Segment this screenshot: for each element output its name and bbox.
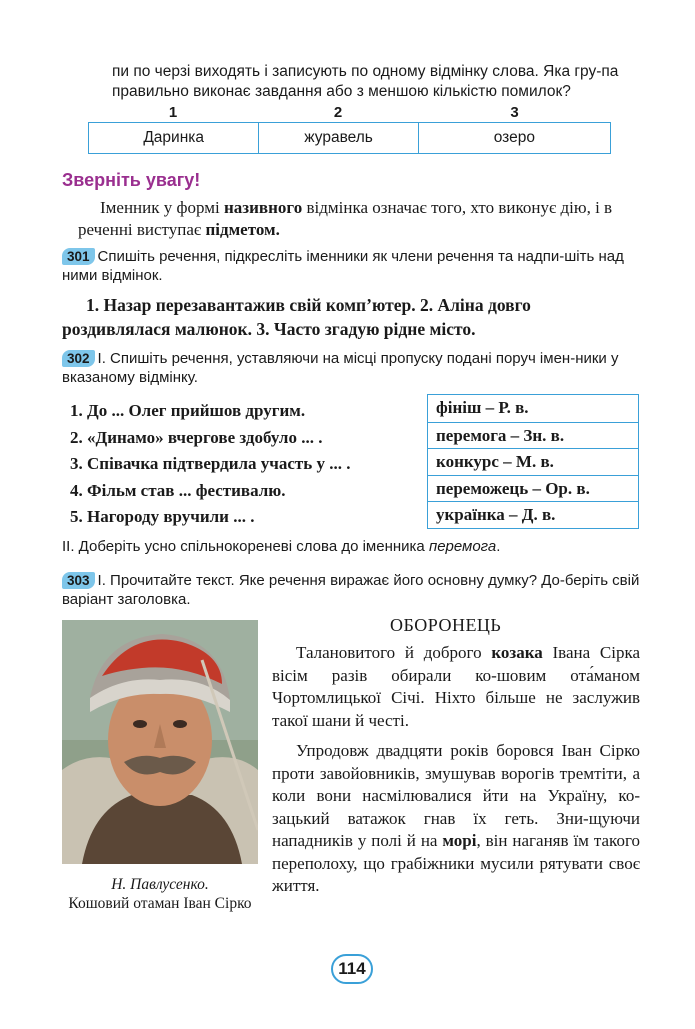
group-header-3: 3 bbox=[510, 104, 519, 121]
exercise-301-instruction: Спишіть речення, підкресліть іменники як члени речення та надпи-шіть над ними відмінок. bbox=[62, 248, 624, 284]
case-cell: перемога – Зн. в. bbox=[428, 422, 638, 449]
exercise-301-text bbox=[62, 293, 642, 341]
group-header-2: 2 bbox=[333, 104, 343, 121]
story-paragraph-2 bbox=[272, 740, 640, 898]
sentence-item: 4. Фільм став ... фестивалю. bbox=[70, 480, 286, 500]
task2-suffix: . bbox=[496, 538, 501, 555]
story-title: ОБОРОНЕЦЬ bbox=[390, 615, 502, 635]
task2-prefix: ІІ. Доберіть усно спільнокореневі слова до іменника bbox=[62, 538, 429, 555]
case-table bbox=[427, 394, 639, 529]
p1-part-a: Талановитого й доброго bbox=[296, 643, 492, 662]
rule-text-1: Іменник у формі bbox=[100, 198, 225, 217]
case-cell: конкурс – М. в. bbox=[428, 448, 638, 475]
exercise-301-badge: 301 bbox=[62, 248, 95, 265]
case-cell: фініш – Р. в. bbox=[436, 398, 529, 417]
story-text bbox=[272, 642, 640, 898]
p2-part-c: , він наганяв їм такого переполоху, що грабіжники мусили рятувати своє життя. bbox=[272, 831, 640, 895]
attention-heading: Зверніть увагу! bbox=[62, 170, 201, 190]
exercise-301-sentences: 1. Назар перезавантажив свій комп’ютер. 2. Аліна довго роздивлялася малюнок. 3. Часто згадую рідне місто. bbox=[62, 295, 531, 339]
story-paragraph-1 bbox=[272, 642, 640, 732]
exercise-303-task bbox=[62, 571, 642, 609]
intro-text: пи по черзі виходять і записують по одному відмінку слова. Яка гру-па правильно виконає завдання або з меншою кількістю помилок? bbox=[112, 63, 619, 100]
group-cell-2: журавель bbox=[258, 123, 417, 153]
case-cell: українка – Д. в. bbox=[428, 501, 638, 528]
cossack-portrait-image bbox=[62, 620, 258, 864]
group-cell-1: Даринка bbox=[143, 129, 205, 146]
sentence-item: 2. «Динамо» вчергове здобуло ... . bbox=[70, 427, 323, 447]
group-table-header bbox=[88, 104, 611, 122]
p1-part-c: Івана Сірка вісім разів обирали ко-шовим ота́маном Чортомлицької Січі. Ніхто більше не заслужив такої шани й честі. bbox=[272, 643, 640, 730]
group-header-1: 1 bbox=[168, 104, 178, 121]
rule-bold-1: називного bbox=[224, 198, 303, 217]
exercise-302-task bbox=[62, 349, 642, 387]
portrait-caption bbox=[62, 875, 258, 913]
group-cell-3: озеро bbox=[418, 123, 610, 153]
case-cell: переможець – Ор. в. bbox=[428, 475, 638, 502]
rule-text-2: відмінка означає того, хто виконує дію, і в реченні виступає bbox=[78, 198, 613, 239]
rule-bold-2: підметом bbox=[205, 220, 276, 239]
exercise-302-task-2 bbox=[62, 538, 500, 555]
grammar-rule bbox=[78, 197, 640, 241]
caption-text: Кошовий отаман Іван Сірко bbox=[68, 895, 252, 912]
sentence-item: 3. Співачка підтвердила участь у ... . bbox=[70, 454, 351, 474]
exercise-303-badge: 303 bbox=[62, 572, 95, 589]
p2-part-a: Упродовж двадцяти років боровся Іван Сірко проти завойовників, змушував ворогів тремтіти, а коли вони насмілювалися йти на Україну, ко-зацький ватажок гнав їх геть. Зни-щуючи нападників у полі й на bbox=[272, 741, 640, 850]
exercise-302-badge: 302 bbox=[62, 350, 95, 367]
caption-author: Н. Павлусенко. bbox=[111, 876, 209, 893]
rule-end: . bbox=[275, 220, 280, 239]
exercise-303-instruction: І. Прочитайте текст. Яке речення виражає його основну думку? До-беріть свій варіант заголовка. bbox=[62, 572, 640, 608]
sentence-item: 1. До ... Олег прийшов другим. bbox=[70, 401, 306, 420]
exercise-302-sentences bbox=[70, 398, 415, 531]
sentence-item: 5. Нагороду вручили ... . bbox=[70, 507, 255, 527]
group-table-row bbox=[88, 122, 611, 154]
group-table bbox=[88, 104, 611, 154]
exercise-301-task bbox=[62, 247, 642, 285]
p2-part-b: морі bbox=[442, 831, 477, 850]
task2-word: перемога bbox=[428, 538, 497, 555]
exercise-302-instruction: І. Спишіть речення, уставляючи на місці пропуску подані поруч імен-ники у вказаному відмінку. bbox=[62, 350, 619, 386]
p1-part-b: козака bbox=[491, 643, 543, 662]
page-number: 114 bbox=[331, 954, 373, 984]
